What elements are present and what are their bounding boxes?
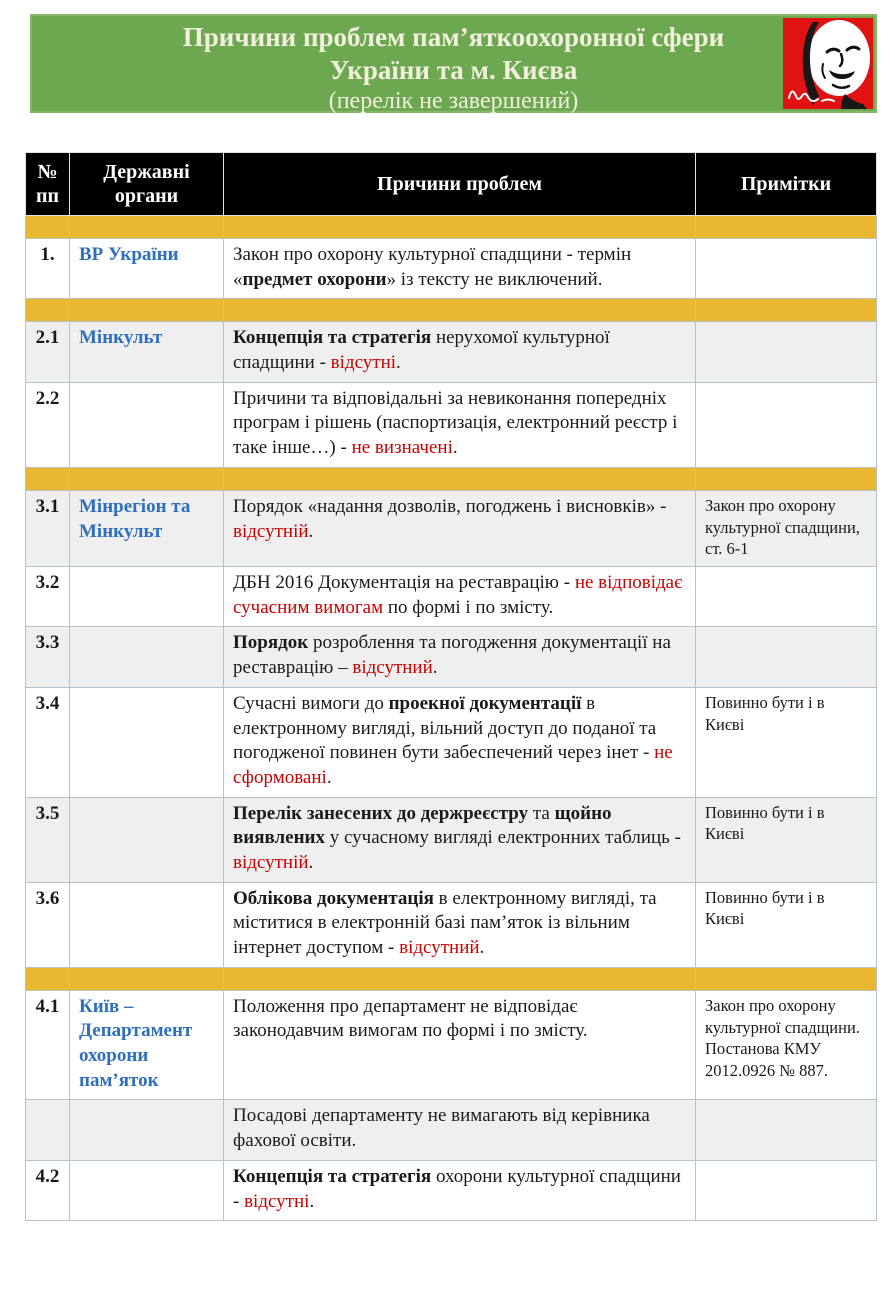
table-row (26, 882, 877, 967)
table-row (26, 382, 877, 467)
org-cell: Мінкульт (70, 322, 224, 382)
cause-cell: Закон про охорону культурної спадщини - термін «предмет охорони» із тексту не виключений. (224, 239, 696, 299)
table-row (26, 322, 877, 382)
cause-cell: Облікова документація в електронному вигляді, та міститися в електронній базі пам’яток із вільним інтернет доступом - відсутний. (224, 882, 696, 967)
separator-row (26, 216, 877, 239)
note-cell (696, 382, 877, 467)
org-cell (70, 882, 224, 967)
problems-table (25, 152, 877, 1221)
cause-cell: Перелік занесених до держреєстру та щойно виявлених у сучасному вигляді електронних таблиць - відсутній. (224, 797, 696, 882)
separator-row (26, 299, 877, 322)
org-cell: Мінрегіон та Мінкульт (70, 490, 224, 566)
row-number-cell: 4.2 (26, 1160, 70, 1220)
row-number-cell: 2.1 (26, 322, 70, 382)
row-number-cell: 3.1 (26, 490, 70, 566)
table-row (26, 490, 877, 566)
row-number-cell: 3.3 (26, 627, 70, 687)
cause-cell: Концепція та стратегія нерухомої культурної спадщини - відсутні. (224, 322, 696, 382)
row-number-cell (26, 1100, 70, 1160)
cause-cell: Положення про департамент не відповідає законодавчим вимогам по формі і по змісту. (224, 990, 696, 1100)
note-cell (696, 239, 877, 299)
row-number-cell: 3.5 (26, 797, 70, 882)
cause-cell: ДБН 2016 Документація на реставрацію - не відповідає сучасним вимогам по формі і по змісту. (224, 567, 696, 627)
separator-row (26, 467, 877, 490)
row-number-cell: 3.6 (26, 882, 70, 967)
separator-cell (696, 967, 877, 990)
cause-cell: Концепція та стратегія охорони культурної спадщини - відсутні. (224, 1160, 696, 1220)
page-title-line1: Причини проблем пам’яткоохоронної сфери (182, 22, 725, 52)
separator-cell (26, 467, 70, 490)
separator-cell (224, 467, 696, 490)
org-cell: ВР України (70, 239, 224, 299)
table-row (26, 797, 877, 882)
col-header-note: Примітки (696, 153, 877, 216)
cause-cell: Сучасні вимоги до проекної документації в електронному вигляді, вільний доступ до поданої та погодженої повинен бути забеспечений через інет - не сформовані. (224, 687, 696, 797)
org-cell (70, 1160, 224, 1220)
cause-cell: Посадові департаменту не вимагають від керівника фахової освіти. (224, 1100, 696, 1160)
note-cell: Повинно бути і в Києві (696, 687, 877, 797)
separator-cell (26, 299, 70, 322)
org-cell (70, 1100, 224, 1160)
org-cell (70, 687, 224, 797)
row-number-cell: 4.1 (26, 990, 70, 1100)
table-row (26, 239, 877, 299)
portrait-logo-art (783, 18, 873, 109)
separator-cell (224, 967, 696, 990)
separator-cell (696, 216, 877, 239)
org-cell (70, 627, 224, 687)
col-header-num: № пп (26, 153, 70, 216)
separator-cell (224, 299, 696, 322)
org-cell (70, 797, 224, 882)
page-title-line2: України та м. Києва (329, 55, 578, 85)
note-cell (696, 322, 877, 382)
cause-cell: Порядок «надання дозволів, погоджень і висновків» - відсутній. (224, 490, 696, 566)
note-cell (696, 1160, 877, 1220)
separator-cell (224, 216, 696, 239)
note-cell: Закон про охорону культурної спадщини. Постанова КМУ 2012.0926 № 887. (696, 990, 877, 1100)
separator-cell (696, 467, 877, 490)
note-cell: Закон про охорону культурної спадщини, ст. 6-1 (696, 490, 877, 566)
table-row (26, 567, 877, 627)
separator-cell (70, 299, 224, 322)
org-cell (70, 567, 224, 627)
note-cell (696, 567, 877, 627)
page (0, 14, 895, 1221)
table-row (26, 687, 877, 797)
page-subtitle: (перелік не завершений) (328, 88, 579, 114)
separator-cell (70, 216, 224, 239)
col-header-org: Державні органи (70, 153, 224, 216)
org-cell (70, 382, 224, 467)
note-cell (696, 1100, 877, 1160)
table-body (26, 216, 877, 1221)
table-row (26, 990, 877, 1100)
col-header-cause: Причини проблем (224, 153, 696, 216)
note-cell (696, 627, 877, 687)
separator-cell (696, 299, 877, 322)
separator-cell (26, 216, 70, 239)
note-cell: Повинно бути і в Києві (696, 882, 877, 967)
row-number-cell: 2.2 (26, 382, 70, 467)
cause-cell: Порядок розроблення та погодження документації на реставрацію – відсутний. (224, 627, 696, 687)
table-row (26, 1160, 877, 1220)
org-cell: Київ – Департамент охорони пам’яток (70, 990, 224, 1100)
row-number-cell: 1. (26, 239, 70, 299)
separator-cell (70, 967, 224, 990)
row-number-cell: 3.4 (26, 687, 70, 797)
table-row (26, 627, 877, 687)
portrait-logo (783, 18, 873, 109)
separator-cell (70, 467, 224, 490)
table-header-row (26, 153, 877, 216)
note-cell: Повинно бути і в Києві (696, 797, 877, 882)
separator-cell (26, 967, 70, 990)
separator-row (26, 967, 877, 990)
title-banner (30, 14, 877, 113)
table-row (26, 1100, 877, 1160)
cause-cell: Причини та відповідальні за невиконання попередніх програм і рішень (паспортизація, електронний реєстр і таке інше…) - не визначені. (224, 382, 696, 467)
row-number-cell: 3.2 (26, 567, 70, 627)
